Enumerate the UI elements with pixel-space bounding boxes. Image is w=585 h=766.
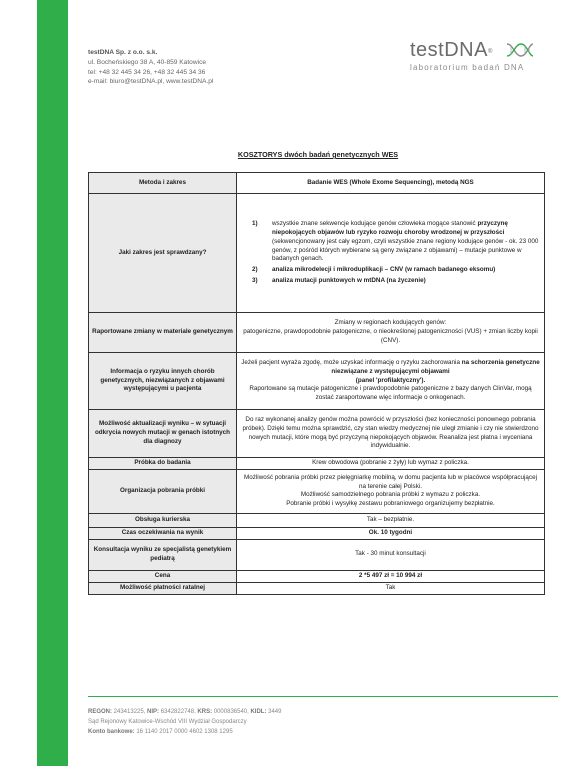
row-value: Badanie WES (Whole Exome Sequencing), metodą NGS — [237, 173, 545, 194]
table-row — [89, 527, 545, 539]
row-label: Organizacja pobrania próbki — [89, 469, 237, 513]
row-value: Tak - 30 minut konsultacji — [237, 539, 545, 570]
bank-label: Konto bankowe: — [88, 729, 135, 735]
row-label: Możliwość płatności ratalnej — [89, 582, 237, 594]
estimate-table — [88, 172, 545, 595]
footer-divider — [88, 696, 558, 697]
price-value: 2 *5 497 zł = 10 994 zł — [237, 570, 545, 582]
table-row — [89, 469, 545, 513]
table-row — [89, 458, 545, 470]
row-label: Raportowane zmiany w materiale genetycznym — [89, 313, 237, 353]
company-phone: tel: +48 32 445 34 26, +48 32 445 34 36 — [88, 68, 206, 76]
footer — [88, 707, 281, 737]
registration-info — [88, 707, 281, 717]
scope-text: wszystkie znane sekwencje kodujące genów człowieka mogące stanowić — [272, 219, 478, 227]
list-item — [240, 220, 541, 265]
scope-text: (sekwencjonowany jest cały egzom, czyli wszystkie znane regiony kodujące genów - ok. 23 000 genów, z pośród których wybierane są geny związane z objawami) – mutacje punktowe w badanych genach. — [272, 237, 539, 263]
row-label: Metoda i zakres — [89, 173, 237, 194]
scope-text-bold: analiza mikrodelecji i mikroduplikacji – CNV (w ramach badanego eksomu) — [272, 266, 496, 274]
row-value: Tak – bezpłatnie. — [237, 513, 545, 527]
list-item — [240, 266, 541, 275]
bank-account: 16 1140 2017 0000 4602 1308 1295 — [134, 729, 233, 735]
table-row — [89, 570, 545, 582]
collection-text: Pobranie próbki i wysyłkę zestawu pobraniowego organizujemy bezpłatnie. — [286, 500, 495, 508]
row-label: Konsultacja wyniku ze specjalistą genetykiem pediatrą — [89, 539, 237, 570]
risk-text: Raportowane są mutacje patogeniczne i prawdopodobnie patogeniczne z bazy danych ClinVar, mogą zostać zaraportowane więc informacje o onkogenach. — [249, 385, 532, 402]
krs-value: 0000836540, — [212, 709, 251, 715]
reported-text: Zmiany w regionach kodujących genów: — [334, 319, 447, 327]
row-label: Informacja o ryzyku innych chorób genetycznych, niezwiązanych z objawami występującymi u pacjenta — [89, 353, 237, 410]
table-row — [89, 173, 545, 194]
company-name: testDNA Sp. z o.o. s.k. — [88, 49, 158, 56]
risk-text-bold: (panel 'profilaktyczny'). — [355, 376, 426, 384]
row-value: Do raz wykonanej analizy genów można powrócić w przyszłości (bez konieczności ponownego pobrania próbek). Dzięki temu można sprawdzić, czy stan wiedzy medycznej nie uległ zmianie i czy nie stwierdzono nowych mutacji, które mogą być przyczyną niepokojących objawów. Reanaliza jest płatna i wyceniana indywidualnie. — [237, 410, 545, 458]
krs-label: KRS: — [197, 709, 213, 715]
nip-label: NIP: — [147, 709, 160, 715]
company-info — [88, 48, 213, 87]
scope-text-bold: przyczynę niepokojących objawów lub ryzyko rozwoju choroby wrodzonej w przyszłości — [272, 219, 508, 236]
risk-text: Jeżeli pacjent wyraża zgodę, może uzyskać informację o ryzyku zachorowania — [241, 358, 462, 366]
nip-value: 6342822748, — [159, 709, 198, 715]
row-label: Obsługa kurierska — [89, 513, 237, 527]
collection-text: Możliwość samodzielnego pobrania próbki z wymazu z policzka. — [300, 491, 481, 499]
list-number: 1) — [252, 219, 258, 227]
row-label: Próbka do badania — [89, 458, 237, 470]
kidl-value: 3449 — [266, 709, 282, 715]
list-item — [240, 277, 541, 286]
logo-text: testDNA — [410, 39, 488, 61]
regon-label: REGON: — [88, 709, 112, 715]
court-info: Sąd Rejonowy Katowice-Wschód VIII Wydział Gospodarczy — [88, 719, 247, 725]
row-label: Jaki zakres jest sprawdzany? — [89, 194, 237, 313]
bank-info — [88, 727, 281, 737]
collection-text: Możliwość pobrania próbki przez pielęgniarkę mobilną, w domu pacjenta lub w placówce współpracującej na terenie całej Polski. — [244, 473, 537, 490]
row-value: Tak — [237, 582, 545, 594]
table-row — [89, 513, 545, 527]
scope-list — [237, 194, 545, 313]
testdna-logo — [410, 40, 540, 76]
table-row — [89, 194, 545, 313]
company-address: ul. Bocheńskiego 38 A, 40-859 Katowice — [88, 58, 207, 66]
table-row — [89, 539, 545, 570]
row-value: Ok. 10 tygodni — [237, 527, 545, 539]
document-title: KOSZTORYS dwóch badań genetycznych WES — [237, 150, 399, 159]
scope-text-bold: analiza mutacji punktowych w mtDNA (na życzenie) — [272, 277, 426, 285]
dna-helix-icon — [505, 41, 535, 59]
kidl-label: KIDL: — [250, 709, 267, 715]
table-row — [89, 313, 545, 353]
reported-text: patogeniczne, prawdopodobnie patogeniczne, o nieokreślonej patogeniczności (VUS) + zmian liczby kopii (CNV). — [243, 328, 538, 344]
row-label: Możliwość aktualizacji wyniku – w sytuacji odkrycia nowych mutacji w genach istotnych dla diagnozy — [89, 410, 237, 458]
table-row — [89, 410, 545, 458]
row-value — [237, 353, 545, 410]
table-row — [89, 353, 545, 410]
row-label: Cena — [89, 570, 237, 582]
registered-mark: ® — [487, 49, 493, 55]
company-email: e-mail: biuro@testDNA.pl, www.testDNA.pl — [88, 78, 214, 86]
row-label: Czas oczekiwania na wynik — [89, 527, 237, 539]
left-accent-bar — [37, 0, 68, 766]
logo-subtitle: laboratorium badań DNA — [410, 63, 525, 72]
regon-value: 243413225, — [112, 709, 148, 715]
list-number: 3) — [252, 277, 258, 285]
risk-text-bold: na schorzenia genetyczne niezwiązane z występującymi objawami — [331, 358, 540, 375]
row-value: Krew obwodowa (pobranie z żyły) lub wymaz z policzka. — [237, 458, 545, 470]
list-number: 2) — [252, 266, 258, 274]
table-row — [89, 582, 545, 594]
row-value — [237, 313, 545, 353]
row-value — [237, 469, 545, 513]
